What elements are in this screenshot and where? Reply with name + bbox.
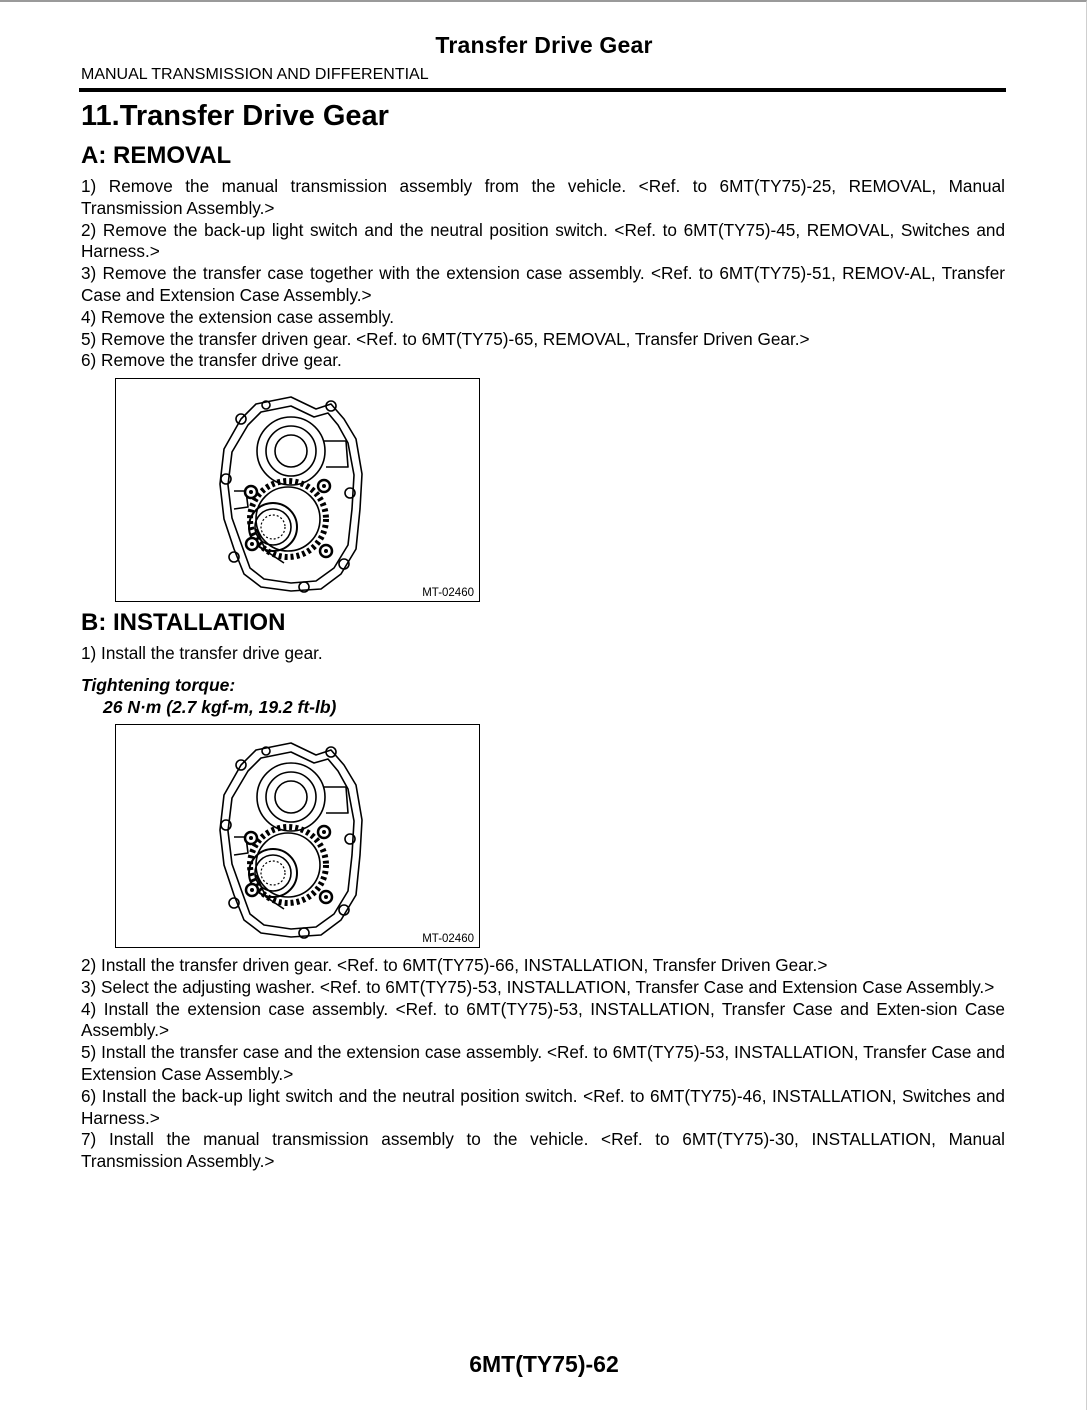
installation-step: 4) Install the extension case assembly. <Ref. to 6MT(TY75)-53, INSTALLATION, Transfer Case and Exten-sion Case Assembly.> (81, 998, 1005, 1041)
running-title: Transfer Drive Gear (435, 32, 653, 58)
installation-step: 3) Select the adjusting washer. <Ref. to 6MT(TY75)-53, INSTALLATION, Transfer Case and Extension Case Assembly.> (81, 976, 995, 997)
installation-step: 5) Install the transfer case and the extension case assembly. <Ref. to 6MT(TY75)-53, INSTALLATION, Transfer Case and Extension Case Assembly.> (81, 1042, 1005, 1084)
figure-code: MT-02460 (422, 933, 474, 945)
removal-step: 2) Remove the back-up light switch and the neutral position switch. <Ref. to 6MT(TY75)-45, REMOVAL, Switches and Harness.> (81, 219, 1005, 262)
removal-step: 4) Remove the extension case assembly. (81, 306, 395, 327)
section-header: MANUAL TRANSMISSION AND DIFFERENTIAL (81, 66, 429, 83)
header-rule (79, 88, 1006, 92)
removal-steps (81, 176, 1005, 372)
page-number: 6MT(TY75)-62 (469, 1351, 619, 1377)
figure-code: MT-02460 (422, 587, 474, 599)
installation-step: 2) Install the transfer driven gear. <Ref. to 6MT(TY75)-66, INSTALLATION, Transfer Driven Gear.> (81, 955, 828, 975)
transfer-case-drawing (116, 725, 479, 947)
torque-label: Tightening torque: (81, 675, 236, 695)
installation-step: 7) Install the manual transmission assembly to the vehicle. <Ref. to 6MT(TY75)-30, INSTALLATION, Manual Transmission Assembly.> (81, 1129, 1005, 1172)
removal-step: 5) Remove the transfer driven gear. <Ref. to 6MT(TY75)-65, REMOVAL, Transfer Driven Gear.> (81, 328, 810, 349)
installation-step-1: 1) Install the transfer drive gear. (81, 643, 323, 663)
torque-value: 26 N·m (2.7 kgf-m, 19.2 ft-lb) (103, 697, 337, 717)
removal-step: 1) Remove the manual transmission assembly from the vehicle. <Ref. to 6MT(TY75)-25, REMOVAL, Manual Transmission Assembly.> (81, 176, 1005, 218)
installation-steps (81, 955, 1005, 1173)
removal-step: 3) Remove the transfer case together with the extension case assembly. <Ref. to 6MT(TY75)-51, REMOV-AL, Transfer Case and Extension Case Assembly.> (81, 263, 1005, 305)
removal-figure (115, 378, 480, 602)
installation-figure (115, 724, 480, 948)
removal-step: 6) Remove the transfer drive gear. (81, 350, 342, 371)
chapter-title: 11.Transfer Drive Gear (81, 100, 389, 132)
transfer-case-drawing (116, 379, 479, 601)
installation-step: 6) Install the back-up light switch and the neutral position switch. <Ref. to 6MT(TY75)-46, INSTALLATION, Switches and Harness.> (81, 1085, 1005, 1128)
installation-heading: B: INSTALLATION (81, 609, 286, 636)
removal-heading: A: REMOVAL (81, 142, 232, 169)
